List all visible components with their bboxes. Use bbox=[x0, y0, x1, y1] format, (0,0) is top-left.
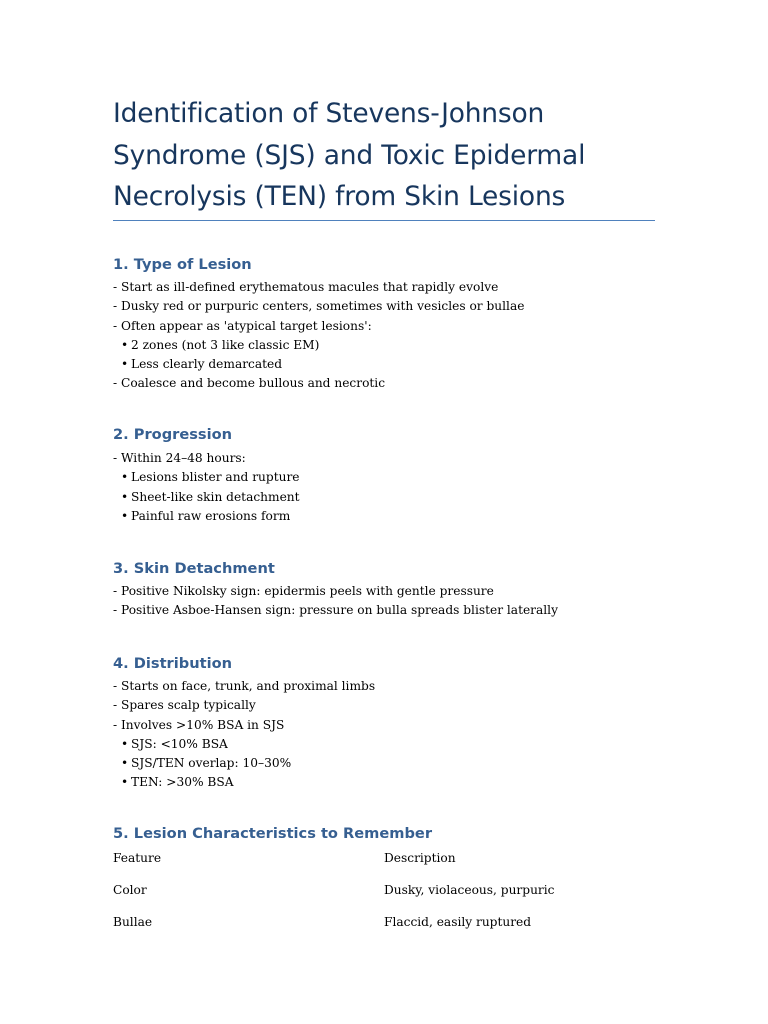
sub-list-item-text: Lesions blister and rupture bbox=[131, 470, 300, 485]
table-row bbox=[113, 914, 673, 946]
bullet-icon: • bbox=[121, 337, 129, 352]
table-header-cell-description: Description bbox=[384, 851, 456, 865]
list-item: - Spares scalp typically bbox=[113, 698, 256, 713]
list-item: - Start as ill-defined erythematous macules that rapidly evolve bbox=[113, 280, 499, 294]
bullet-icon: • bbox=[121, 489, 129, 504]
section-heading-distribution: 4. Distribution bbox=[113, 655, 232, 672]
section-heading-progression: 2. Progression bbox=[113, 426, 233, 443]
bullet-icon: • bbox=[121, 357, 129, 372]
table-cell: Flaccid, easily ruptured bbox=[384, 915, 532, 929]
document-title: Identification of Stevens-Johnson Syndrome (SJS) and Toxic Epidermal Necrolysis (TEN) from Skin Lesions bbox=[113, 98, 586, 212]
section-heading-skin-detachment: 3. Skin Detachment bbox=[113, 560, 275, 577]
sub-list-item bbox=[113, 754, 375, 773]
bullet-icon: • bbox=[121, 736, 129, 751]
table-header-row bbox=[113, 850, 673, 882]
section-heading-lesion-characteristics: 5. Lesion Characteristics to Remember bbox=[113, 825, 433, 842]
sub-list-item-text: TEN: >30% BSA bbox=[131, 775, 234, 790]
bullet-icon: • bbox=[121, 508, 129, 523]
section-list-type-of-lesion bbox=[113, 278, 524, 394]
sub-list-item-text: Painful raw erosions form bbox=[131, 508, 291, 523]
list-item: - Within 24–48 hours: bbox=[113, 451, 246, 465]
section-list-progression bbox=[113, 449, 300, 526]
table-header-cell-feature: Feature bbox=[113, 851, 162, 865]
sub-list-item-text: SJS: <10% BSA bbox=[131, 736, 228, 751]
title-underline-divider bbox=[113, 220, 655, 221]
sub-list-item bbox=[113, 488, 300, 507]
list-item: - Starts on face, trunk, and proximal limbs bbox=[113, 679, 376, 693]
sub-list-item bbox=[113, 468, 300, 487]
bullet-icon: • bbox=[121, 756, 129, 771]
section-list-distribution bbox=[113, 677, 375, 793]
list-item: - Coalesce and become bullous and necrotic bbox=[113, 376, 386, 391]
sub-list-item bbox=[113, 773, 375, 792]
sub-list-item-text: Less clearly demarcated bbox=[131, 357, 283, 372]
sub-list-item bbox=[113, 735, 375, 754]
section-heading-type-of-lesion: 1. Type of Lesion bbox=[113, 256, 252, 273]
bullet-icon: • bbox=[121, 470, 129, 485]
sub-list-item bbox=[113, 355, 524, 374]
sub-list-item-text: Sheet-like skin detachment bbox=[131, 489, 300, 504]
sub-list-item bbox=[113, 507, 300, 526]
table-cell: Bullae bbox=[113, 915, 153, 929]
list-item: - Often appear as 'atypical target lesions': bbox=[113, 318, 372, 333]
table-cell: Dusky, violaceous, purpuric bbox=[384, 883, 555, 897]
lesion-characteristics-table bbox=[113, 850, 673, 946]
list-item: - Dusky red or purpuric centers, sometimes with vesicles or bullae bbox=[113, 299, 525, 314]
sub-list-item bbox=[113, 336, 524, 355]
list-item: - Involves >10% BSA in SJS bbox=[113, 717, 285, 732]
table-row bbox=[113, 882, 673, 914]
sub-list-item-text: 2 zones (not 3 like classic EM) bbox=[131, 337, 320, 352]
list-item: - Positive Asboe-Hansen sign: pressure on bulla spreads blister laterally bbox=[113, 603, 558, 618]
sub-list-item-text: SJS/TEN overlap: 10–30% bbox=[131, 756, 292, 771]
list-item: - Positive Nikolsky sign: epidermis peels with gentle pressure bbox=[113, 584, 494, 598]
section-list-skin-detachment bbox=[113, 582, 558, 621]
bullet-icon: • bbox=[121, 775, 129, 790]
table-cell: Color bbox=[113, 883, 147, 897]
